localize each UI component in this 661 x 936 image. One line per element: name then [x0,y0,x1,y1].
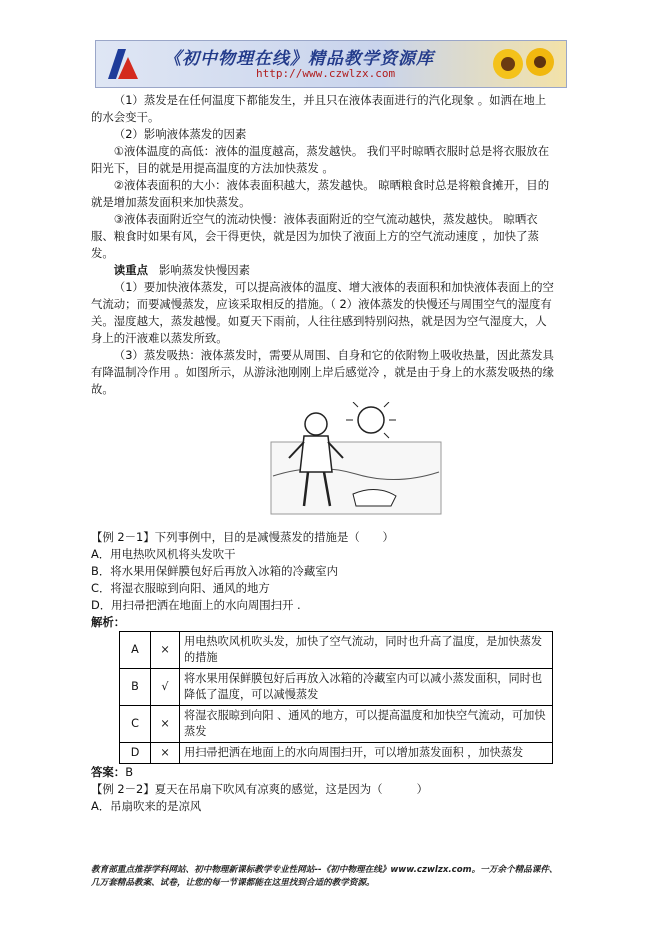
key-point-title: 影响蒸发快慢因素 [158,263,250,277]
site-logo-icon [104,45,142,83]
header-banner [95,40,567,88]
swimmer-illustration [91,402,556,518]
analysis-label: 解析： [91,615,126,629]
table-cell-explanation: 将湿衣服晾到向阳 、通风的地方，可以提高温度和加快空气流动，可加快蒸发 [180,706,553,743]
table-cell-option: B [120,669,151,706]
example-1-option-c: C．将湿衣服晾到向阳、通风的地方 [91,581,270,595]
analysis-table [119,631,553,764]
banner-url[interactable]: http://www.czwlzx.com [256,67,396,80]
table-cell-explanation: 用扫帚把洒在地面上的水向周围扫开，可以增加蒸发面积 ，加快蒸发 [180,743,553,764]
paragraph-factor-surface-area: ②液体表面积的大小：液体表面积越大，蒸发越快。 晾晒粮食时总是将粮食摊开，目的就是增加蒸发面积来加快蒸发。 [91,178,550,209]
answer-label: 答案： [91,765,126,779]
answer-value: B [125,765,134,779]
main-content [91,92,556,815]
paragraph-factors-heading: （2）影响液体蒸发的因素 [113,127,247,141]
page-footer: 教育部重点推荐学科网站、初中物理新课标教学专业性网站--《初中物理在线》www.czwlzx.com。一万余个精品课件、几万套精品教案、试卷，让您的每一节课都能在这里找到合适的教学资源。 [91,865,558,888]
key-point-heading [91,262,556,279]
table-cell-mark: √ [151,669,180,706]
example-1-option-b: B．将水果用保鲜膜包好后再放入冰箱的冷藏室内 [91,564,339,578]
banner-title: 《初中物理在线》精品教学资源库 [164,49,434,69]
table-row [120,706,553,743]
paragraph-speed-up-slow-down: （1）要加快液体蒸发，可以提高液体的温度、增大液体的表面积和加快液体表面上的空气流动；而要减慢蒸发，应该采取相反的措施。（ 2）液体蒸发的快慢还与周围空气的湿度有关。湿度越大，蒸发越慢。如夏天下雨前，人往往感到特别闷热，就是因为空气湿度大，人身上的汗液难以蒸发所致。 [91,280,554,345]
table-cell-explanation: 用电热吹风机吹头发，加快了空气流动，同时也升高了温度，是加快蒸发的措施 [180,632,553,669]
table-cell-mark: × [151,743,180,764]
table-row [120,669,553,706]
example-2-question-text: 夏天在吊扇下吹风有凉爽的感觉，这是因为（ ） [154,782,429,796]
paragraph-evaporation-definition: （1）蒸发是在任何温度下都能发生，并且只在液体表面进行的汽化现象 。如洒在地上的水会变干。 [91,93,547,124]
sunflower-icon [490,44,560,84]
example-2-label: 【例 2－2】 [91,782,155,796]
answer-line [91,764,556,781]
table-cell-mark: × [151,706,180,743]
table-cell-explanation: 将水果用保鲜膜包好后再放入冰箱的冷藏室内可以减小蒸发面积，同时也降低了温度，可以减慢蒸发 [180,669,553,706]
table-cell-option: D [120,743,151,764]
table-row [120,743,553,764]
paragraph-factor-temperature: ①液体温度的高低：液体的温度越高，蒸发越快。 我们平时晾晒衣服时总是将衣服放在阳光下，目的就是用提高温度的方法加快蒸发 。 [91,144,550,175]
example-1-option-d: D．用扫帚把洒在地面上的水向周围扫开 . [91,598,301,612]
table-cell-option: A [120,632,151,669]
example-1-label: 【例 2－1】 [91,530,155,544]
table-cell-mark: × [151,632,180,669]
table-cell-option: C [120,706,151,743]
example-1-question [91,529,556,546]
table-row [120,632,553,669]
example-2-option-a: A．吊扇吹来的是凉风 [91,799,202,813]
paragraph-factor-airflow: ③液体表面附近空气的流动快慢：液体表面附近的空气流动越快，蒸发越快。 晾晒衣服、粮食时如果有风，会干得更快，就是因为加快了液面上方的空气流动速度 ，加快了蒸发。 [91,212,539,260]
paragraph-evaporation-absorbs-heat: （3）蒸发吸热：液体蒸发时，需要从周围、自身和它的依附物上吸收热量，因此蒸发具有降温制冷作用 。如图所示，从游泳池刚刚上岸后感觉冷 ，就是由于身上的水蒸发吸热的缘故。 [91,348,554,396]
example-1-option-a: A．用电热吹风机将头发吹干 [91,547,236,561]
key-point-label: 读重点 [113,263,148,277]
example-2-question [91,781,556,798]
example-1-question-text: 下列事例中，目的是减慢蒸发的措施是（ ） [154,530,394,544]
